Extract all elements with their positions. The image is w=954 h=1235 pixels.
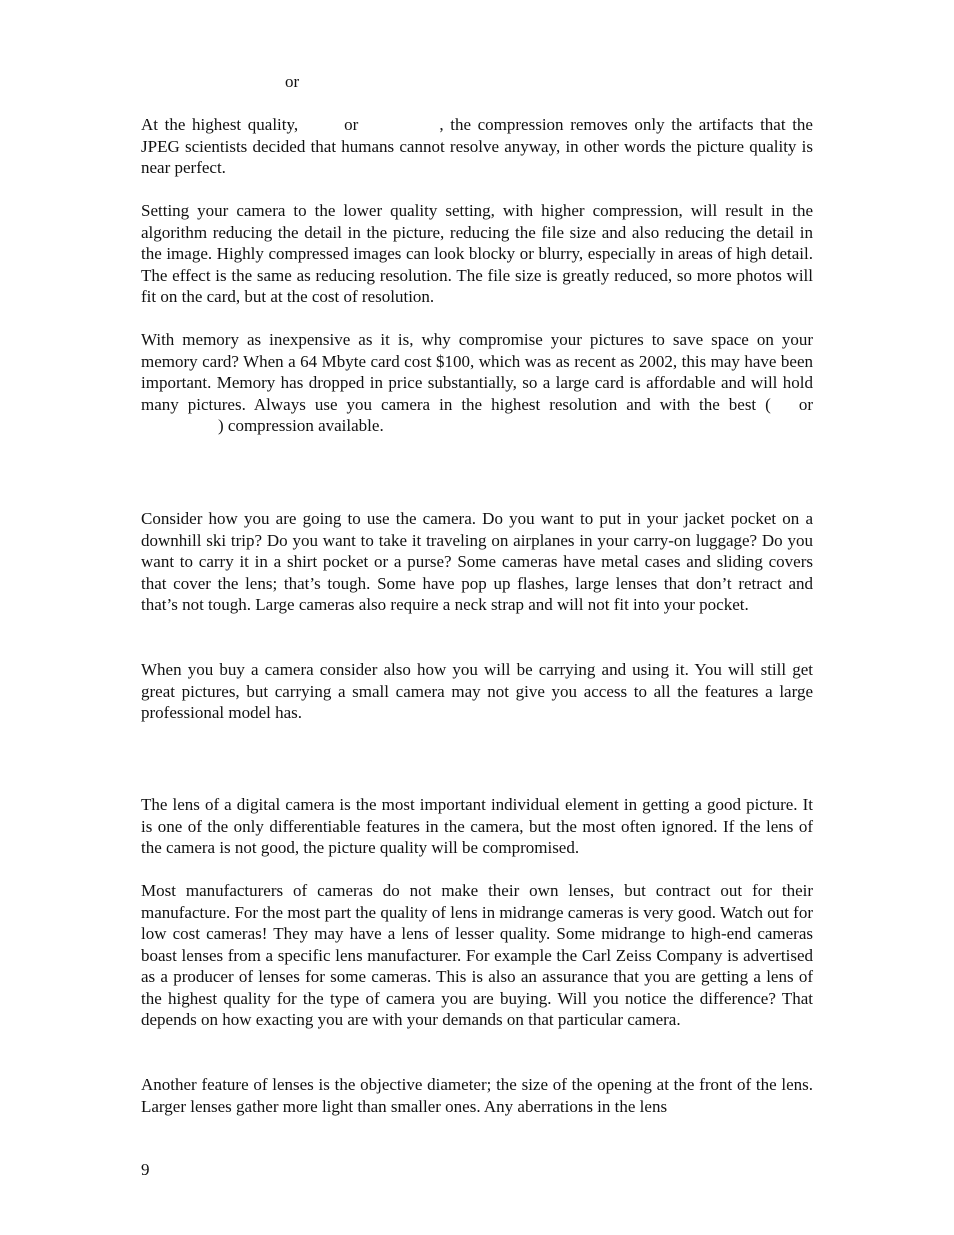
paragraph-text: At the highest quality, xyxy=(141,115,299,134)
paragraph-text: , the compression removes only the artifacts that the JPEG scientists decided that humans cannot resolve anyway, in other words the picture quality is near perfect. xyxy=(141,115,813,177)
paragraph-text: With memory as inexpensive as it is, why compromise your pictures to save space on your memory card? When a 64 Mbyte card cost $100, which was as recent as 2002, this may have been important. Memory has dropped in price substantially, so a large card is affordable and will hold many pictures. Always use you camera in the highest resolution and with the best ( xyxy=(141,330,813,414)
paragraph-jpeg-quality xyxy=(141,114,813,179)
paragraph-compression: Setting your camera to the lower quality setting, with higher compression, will result in the algorithm reducing the detail in the picture, reducing the file size and also reducing the detail in the image. Highly compressed images can look blocky or blurry, especially in areas of high detail. The effect is the same as reducing resolution. The file size is greatly reduced, so more photos will fit on the card, but at the cost of resolution. xyxy=(141,201,813,306)
paragraph-objective-diameter: Another feature of lenses is the objective diameter; the size of the opening at the front of the lens. Larger lenses gather more light than smaller ones. Any aberrations in the lens xyxy=(141,1075,813,1116)
paragraph-text: or xyxy=(344,115,359,134)
paragraph-memory xyxy=(141,329,813,437)
paragraph-lens-importance: The lens of a digital camera is the most important individual element in getting a good picture. It is one of the only differentiable features in the camera, but the most often ignored. If the lens of the camera is not good, the picture quality will be compromised. xyxy=(141,795,813,857)
paragraph-lens-manufacturers: Most manufacturers of cameras do not make their own lenses, but contract out for their manufacture. For the most part the quality of lens in midrange cameras is very good. Watch out for low cost cameras! They may have a lens of lesser quality. Some midrange to high-end cameras boast lenses from a specific lens manufacturer. For example the Carl Zeiss Company is advertised as a producer of lenses for some cameras. This is also an assurance that you are getting a lens of the highest quality for the type of camera you are buying. Will you notice the difference? That depends on how exacting you are with your demands on that particular camera. xyxy=(141,881,813,1029)
paragraph-text: or xyxy=(798,394,813,414)
paragraph-camera-usage: Consider how you are going to use the camera. Do you want to put in your jacket pocket on a downhill ski trip? Do you want to take it traveling on airplanes in your carry-on luggage? Do you want to carry it in a shirt pocket or a purse? Some cameras have metal cases and sliding covers that cover the lens; that’s tough. Some have pop up flashes, large lenses that don’t retract and that’s not tough. Large cameras also require a neck strap and will not fit into your pocket. xyxy=(141,509,813,614)
page-number: 9 xyxy=(141,1160,150,1179)
text-fragment: or xyxy=(285,72,300,91)
paragraph-carrying: When you buy a camera consider also how you will be carrying and using it. You will still get great pictures, but carrying a small camera may not give you access to all the features a large professional model has. xyxy=(141,660,813,722)
paragraph-text: ) compression available. xyxy=(218,416,384,435)
